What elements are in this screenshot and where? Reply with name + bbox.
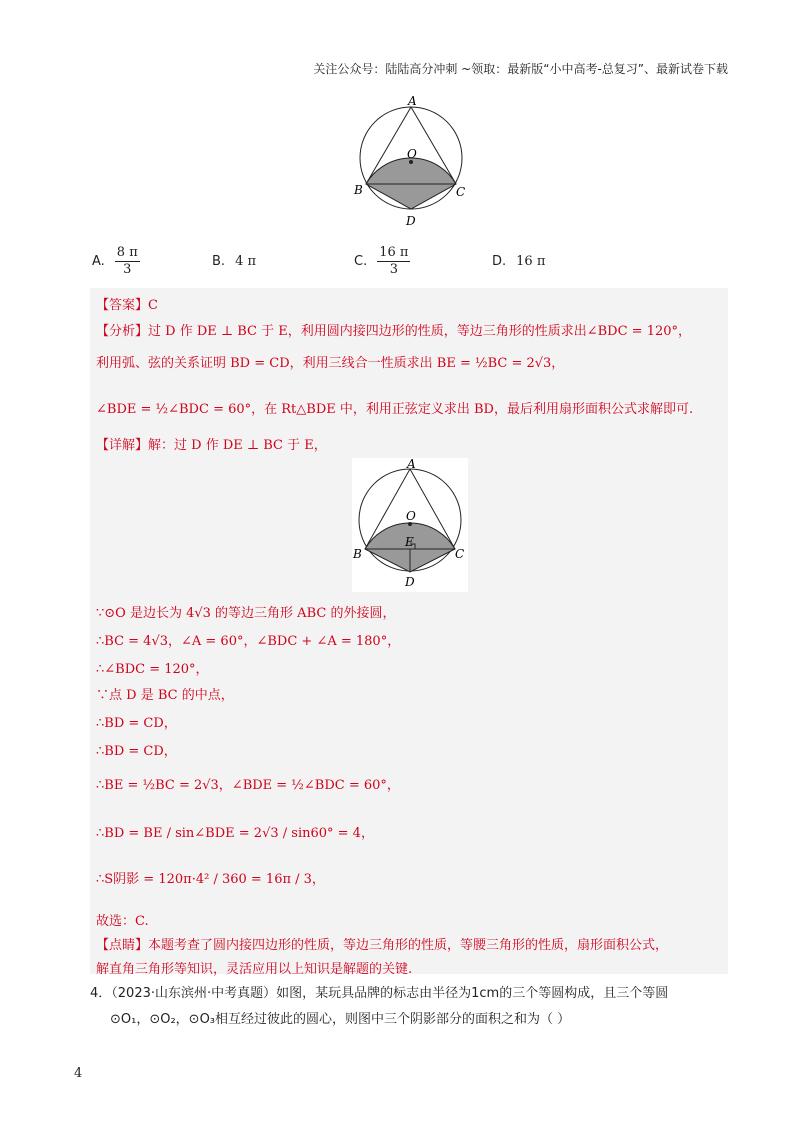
label-D: D (406, 214, 416, 228)
step-4: ∵点 D 是 BC 的中点， (96, 688, 234, 703)
step-3: ∴∠BDC = 120°， (96, 662, 209, 677)
option-d[interactable]: D. 16 π (492, 253, 546, 269)
page-number: 4 (74, 1066, 83, 1081)
step-2: ∴BC = 4√3，∠A = 60°，∠BDC + ∠A = 180°， (96, 634, 401, 649)
comment-line-1: 【点睛】本题考查了圆内接四边形的性质，等边三角形的性质，等腰三角形的性质，扇形面积公式， (96, 938, 669, 953)
label-C-detail: C (455, 547, 465, 561)
label-A-detail: A (407, 458, 416, 471)
analysis-line-3: ∠BDE = ½∠BDC = 60°，在 Rt△BDE 中，利用正弦定义求出 BD，最后利用扇形面积公式求解即可. (96, 402, 694, 417)
label-B-detail: B (353, 547, 362, 561)
label-B: B (354, 183, 363, 197)
option-c[interactable]: C. $\frac{16 \pi}{3}$ (354, 244, 409, 277)
detail-line-1: 【详解】解：过 D 作 DE ⊥ BC 于 E， (96, 438, 327, 453)
option-b[interactable]: B. 4 π (212, 253, 257, 269)
page-header: 关注公众号：陆陆高分冲刺 ~领取：最新版“小中高考-总复习”、最新试卷下载 (313, 62, 728, 76)
geometry-figure-detail (352, 458, 468, 592)
geometry-figure-top (352, 96, 472, 232)
label-O: O (407, 147, 417, 161)
question-4-line-2: ⊙O₁，⊙O₂，⊙O₃相互经过彼此的圆心，则图中三个阴影部分的面积之和为（ ） (110, 1012, 571, 1027)
choice-line: 故选：C. (96, 914, 149, 929)
step-7: ∴BE = ½BC = 2√3，∠BDE = ½∠BDC = 60°， (96, 778, 400, 793)
label-C: C (456, 185, 466, 199)
step-1: ∵⊙O 是边长为 4√3 的等边三角形 ABC 的外接圆， (96, 606, 396, 621)
step-9: ∴S阴影 = 120π·4² / 360 = 16π / 3， (96, 872, 325, 887)
analysis-line-2: 利用弧、弦的关系证明 BD = CD，利用三线合一性质求出 BE = ½BC = 2√3， (96, 356, 565, 371)
label-O-detail: O (406, 509, 416, 523)
label-D-detail: D (405, 575, 415, 589)
answer-line: 【答案】C (96, 298, 158, 313)
step-5: ∴BD = CD， (96, 716, 177, 731)
options-row (92, 240, 712, 282)
analysis-line-1: 【分析】过 D 作 DE ⊥ BC 于 E，利用圆内接四边形的性质，等边三角形的性质求出∠BDC = 120°， (96, 324, 692, 339)
step-8: ∴BD = BE / sin∠BDE = 2√3 / sin60° = 4， (96, 826, 374, 841)
step-6: ∴BD = CD， (96, 744, 177, 759)
option-a[interactable]: A. $\frac{8 \pi}{3}$ (92, 244, 138, 277)
label-A: A (408, 96, 417, 108)
comment-line-2: 解直角三角形等知识，灵活应用以上知识是解题的关键. (96, 962, 413, 977)
question-4-line-1: 4．（2023·山东滨州·中考真题）如图，某玩具品牌的标志由半径为1cm的三个等圆构成，且三个等圆 (90, 986, 669, 1001)
label-E-detail: E (405, 535, 414, 549)
